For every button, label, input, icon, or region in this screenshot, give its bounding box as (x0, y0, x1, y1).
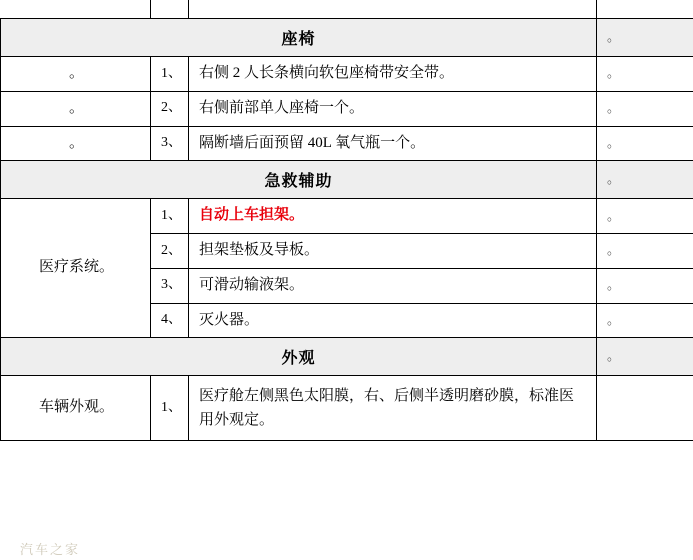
cell-number: 4、 (151, 303, 189, 338)
table-row (1, 376, 693, 441)
cell-category: 。 (1, 91, 151, 126)
table-row (1, 91, 693, 126)
cell-category: 。 (1, 126, 151, 161)
cell-desc: 医疗舱左侧黑色太阳膜，右、后侧半透明磨砂膜，标准医用外观定。 (189, 376, 597, 441)
section-row-seats (1, 19, 693, 57)
cell-number: 1、 (151, 199, 189, 234)
table-row (1, 57, 693, 92)
cell-category-vehicle-exterior: 车辆外观。 (1, 376, 151, 441)
cell-number (151, 0, 189, 19)
cell-note: 。 (597, 234, 693, 269)
cell-note: 。 (597, 199, 693, 234)
cell-number: 2、 (151, 91, 189, 126)
cell-note: 。 (597, 268, 693, 303)
table-row (1, 0, 693, 19)
cell-note (597, 0, 693, 19)
table-row (1, 199, 693, 234)
cell-desc (189, 0, 597, 19)
cell-desc: 担架垫板及导板。 (189, 234, 597, 269)
cell-number: 1、 (151, 57, 189, 92)
cell-note: 。 (597, 57, 693, 92)
cell-note: 。 (597, 19, 693, 57)
cell-category-medical-system: 医疗系统。 (1, 199, 151, 338)
cell-desc: 灭火器。 (189, 303, 597, 338)
cell-number: 2、 (151, 234, 189, 269)
section-row-first-aid (1, 161, 693, 199)
cell-note: 。 (597, 303, 693, 338)
cell-desc: 可滑动输液架。 (189, 268, 597, 303)
cell-number: 1、 (151, 376, 189, 441)
cell-number: 3、 (151, 126, 189, 161)
cell-note: 。 (597, 91, 693, 126)
section-title-cell: 外观 (1, 338, 597, 376)
cell-note: 。 (597, 126, 693, 161)
cell-note: 。 (597, 161, 693, 199)
section-title-cell: 座椅 (1, 19, 597, 57)
cell-note: 。 (597, 338, 693, 376)
section-title-cell: 急救辅助 (1, 161, 597, 199)
cell-number: 3、 (151, 268, 189, 303)
cell-category: 。 (1, 57, 151, 92)
cell-desc: 右侧 2 人长条横向软包座椅带安全带。 (189, 57, 597, 92)
cell-desc: 自动上车担架。 (189, 199, 597, 234)
watermark: 汽车之家 (20, 542, 81, 557)
cell-desc: 右侧前部单人座椅一个。 (189, 91, 597, 126)
cell-note (597, 376, 693, 441)
table-row (1, 126, 693, 161)
section-row-exterior (1, 338, 693, 376)
cell-category (1, 0, 151, 19)
cell-desc: 隔断墙后面预留 40L 氧气瓶一个。 (189, 126, 597, 161)
